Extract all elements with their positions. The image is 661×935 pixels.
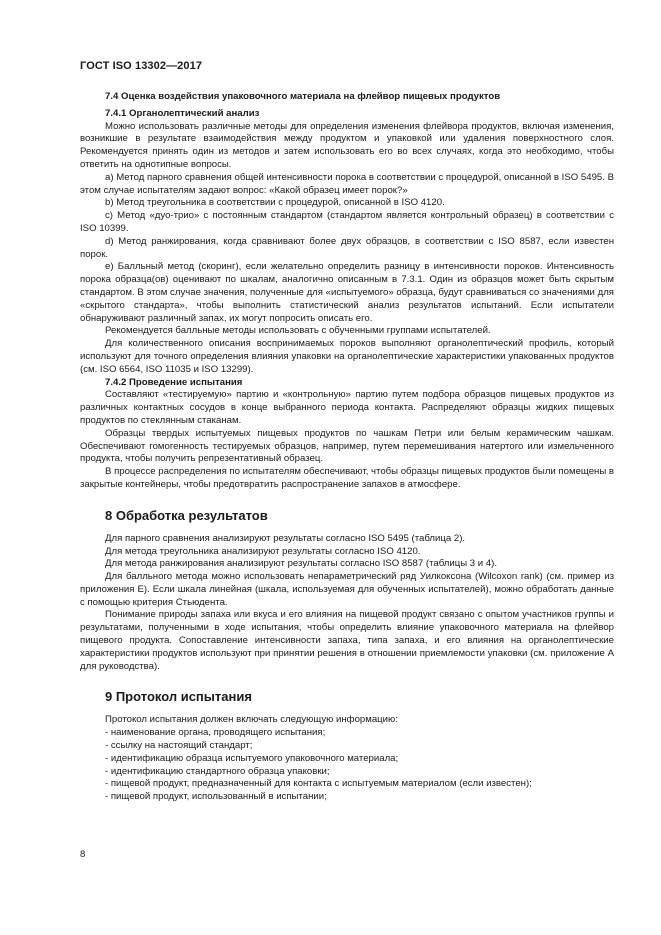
paragraph: Протокол испытания должен включать следующую информацию: — [105, 714, 398, 726]
paragraph: Для метода треугольника анализируют результаты согласно ISO 4120. — [105, 545, 421, 557]
list-item-a: а) Метод парного сравнения общей интенсивности порока в соответствии с процедурой, описанной в ISO 5495. В этом случае испытателям задают вопрос: «Какой образец имеет порок?» — [80, 171, 614, 196]
list-item: - пищевой продукт, использованный в испытании; — [105, 791, 327, 803]
subsection-heading-7-4-2: 7.4.2 Проведение испытания — [105, 376, 243, 388]
page-header: ГОСТ ISO 13302—2017 — [80, 60, 203, 72]
list-item-d: d) Метод ранжирования, когда сравнивают более двух образцов, в соответствии с ISO 8587, если известен порок. — [80, 235, 614, 260]
section-heading-7-4: 7.4 Оценка воздействия упаковочного материала на флейвор пищевых продуктов — [105, 91, 501, 102]
subsection-heading-7-4-1: 7.4.1 Органолептический анализ — [105, 107, 260, 119]
list-item-b: b) Метод треугольника в соответствии с процедурой, описанной в ISO 4120. — [105, 197, 445, 209]
paragraph: Для балльного метода можно использовать непараметрический ряд Уилкоксона (Wilcoxon rank) (см. пример из приложения Е). Если шкала линейная (шкала, используемая для обученных испытателей), можно обработать данные с помощью критерия Стьюдента. — [80, 571, 614, 608]
paragraph: Рекомендуется балльные методы использовать с обученными группами испытателей. — [105, 325, 491, 337]
list-item: - идентификацию стандартного образца упаковки; — [105, 765, 330, 777]
list-item-e: е) Балльный метод (скоринг), если желательно определить разницу в интенсивности пороков. Интенсивность порока образца(ов) оценивают по шкалам, аналогично описанным в 7.3.1. Один из образцов может быть скрытым стандартом. В этом случае значения, полученные для «испытуемого» образца, будут сравниваться со значениями для «скрытого стандарта», чтобы выполнить статистический анализ результатов испытаний. Если испытатели обнаруживают различный запах, их могут попросить описать его. — [80, 261, 614, 324]
list-item: - пищевой продукт, предназначенный для контакта с испытуемым материалом (если известен); — [105, 778, 532, 790]
paragraph: Можно использовать различные методы для определения изменения флейвора продуктов, включая изменения, возникшие в результате взаимодействия между продуктом и упаковкой или удаления поверхностного слоя. Рекомендуется принять один из методов и затем использовать его во всех случаях, когда это необходимо, чтобы ответить на однотипные вопросы. — [80, 120, 614, 170]
section-heading-9: 9 Протокол испытания — [105, 689, 252, 705]
list-item-c: с) Метод «дуо-трио» с постоянным стандартом (стандартом является контрольный образец) в соответствии с ISO 10399. — [80, 210, 614, 234]
paragraph: Понимание природы запаха или вкуса и его влияния на пищевой продукт связано с опытом участников группы и результатами, полученными в ходе испытания, чтобы определить влияние упаковочного материала на флейвор пищевого продукта. Сопоставление интенсивности запаха, типа запаха, и его влияния на органолептические характеристики продуктов используют при принятии решения в отношении приемлемости упаковки (см. приложение А для руководства). — [80, 609, 614, 672]
paragraph: Составляют «тестируемую» партию и «контрольную» партию путем подбора образцов пищевых продуктов из различных контактных сосудов в конце выбранного периода контакта. Распределяют образцы жидких пищевых продуктов по стеклянным стаканам. — [80, 389, 614, 426]
paragraph: Образцы твердых испытуемых пищевых продуктов по чашкам Петри или белым керамическим чашкам. Обеспечивают гомогенность тестируемых образцов, например, путем перемешивания натертого или измельченного продукта, чтобы получить репрезентативный образец. — [80, 427, 614, 465]
paragraph: Для парного сравнения анализируют результаты согласно ISO 5495 (таблица 2). — [105, 532, 466, 544]
page-number: 8 — [80, 849, 86, 860]
paragraph: В процессе распределения по испытателям обеспечивают, чтобы образцы пищевых продуктов были помещены в закрытые контейнеры, чтобы предотвратить распространение запахов в атмосфере. — [80, 466, 614, 490]
section-heading-8: 8 Обработка результатов — [105, 507, 268, 523]
paragraph: Для количественного описания воспринимаемых пороков выполняют органолептический профиль, который используют для точного определения влияния упаковки на органолептические характеристики упакованных продуктов (см. ISO 6564, ISO 11035 и ISO 13299). — [80, 338, 614, 375]
list-item: - наименование органа, проводящего испытания; — [105, 727, 326, 739]
list-item: - ссылку на настоящий стандарт; — [105, 740, 253, 752]
paragraph: Для метода ранжирования анализируют результаты согласно ISO 8587 (таблицы 3 и 4). — [105, 558, 498, 570]
list-item: - идентификацию образца испытуемого упаковочного материала; — [105, 752, 399, 764]
document-body — [80, 91, 614, 804]
